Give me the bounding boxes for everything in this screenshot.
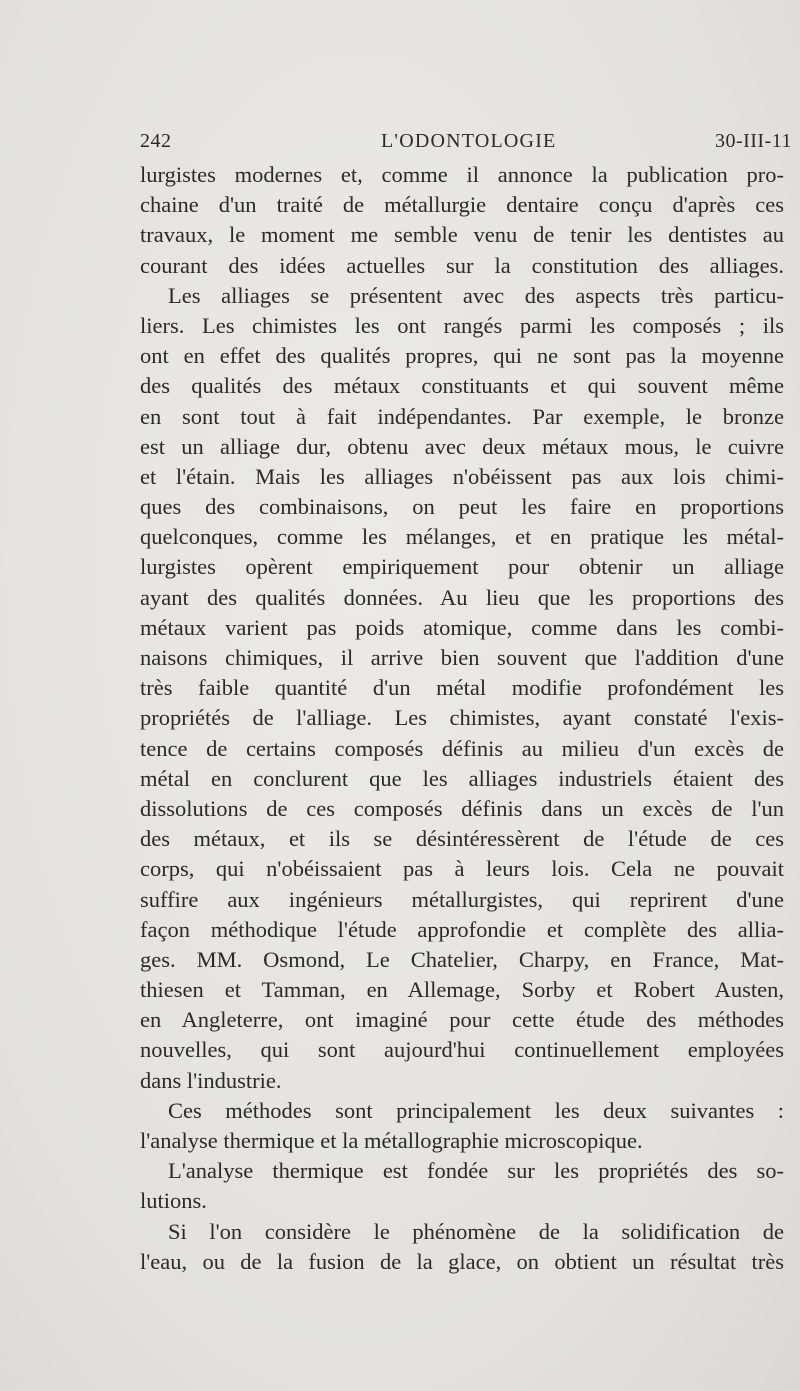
journal-title: L'ODONTOLOGIE xyxy=(381,130,557,152)
text-line: des qualités des métaux constituants et qui souvent même xyxy=(140,373,784,399)
text-line: en sont tout à fait indépendantes. Par exemple, le bronze xyxy=(140,403,784,429)
text-line: des métaux, et ils se désintéressèrent de l'étude de ces xyxy=(140,826,784,852)
text-line: quelconques, comme les mélanges, et en pratique les métal- xyxy=(140,524,784,550)
text-line: l'eau, ou de la fusion de la glace, on obtient un résultat très xyxy=(140,1248,784,1274)
text-line: tence de certains composés définis au milieu d'un excès de xyxy=(140,735,784,761)
text-line: ques des combinaisons, on peut les faire en proportions xyxy=(140,494,784,520)
text-line: corps, qui n'obéissaient pas à leurs lois. Cela ne pouvait xyxy=(140,856,784,882)
text-line: lurgistes modernes et, comme il annonce la publication pro- xyxy=(140,162,784,187)
text-line: et l'étain. Mais les alliages n'obéissent pas aux lois chimi- xyxy=(140,463,784,489)
text-line: thiesen et Tamman, en Allemage, Sorby et Robert Austen, xyxy=(140,977,784,1003)
text-line: lurgistes opèrent empiriquement pour obtenir un alliage xyxy=(140,554,784,580)
text-line: ayant des qualités données. Au lieu que les proportions des xyxy=(140,584,784,610)
text-line: l'analyse thermique et la métallographie microscopique. xyxy=(140,1128,643,1153)
text-line: naisons chimiques, il arrive bien souvent que l'addition d'une xyxy=(140,645,784,670)
text-line: métaux varient pas poids atomique, comme dans les combi- xyxy=(140,614,784,640)
text-line: dans l'industrie. xyxy=(140,1067,282,1093)
text-line: métal en conclurent que les alliages industriels étaient des xyxy=(140,765,784,791)
text-line: L'analyse thermique est fondée sur les propriétés des so- xyxy=(168,1158,784,1184)
text-line: façon méthodique l'étude approfondie et complète des allia- xyxy=(140,916,784,942)
body-text xyxy=(140,160,784,1277)
text-line: en Angleterre, ont imaginé pour cette étude des méthodes xyxy=(140,1007,784,1033)
text-line: lutions. xyxy=(140,1188,207,1214)
running-header xyxy=(140,130,792,156)
text-line: chaine d'un traité de métallurgie dentaire conçu d'après ces xyxy=(140,192,784,218)
issue-date: 30-III-11 xyxy=(714,130,792,152)
page-number: 242 xyxy=(140,130,172,152)
text-line: nouvelles, qui sont aujourd'hui continuellement employées xyxy=(140,1037,784,1063)
text-line: très faible quantité d'un métal modifie profondément les xyxy=(140,675,784,701)
text-line: suffire aux ingénieurs métallurgistes, qui reprirent d'une xyxy=(140,886,784,912)
text-line: Si l'on considère le phénomène de la solidification de xyxy=(168,1218,784,1244)
text-line: courant des idées actuelles sur la constitution des alliages. xyxy=(140,252,784,278)
text-line: propriétés de l'alliage. Les chimistes, ayant constaté l'exis- xyxy=(140,705,784,731)
text-line: Ces méthodes sont principalement les deux suivantes : xyxy=(168,1097,784,1123)
text-line: est un alliage dur, obtenu avec deux métaux mous, le cuivre xyxy=(140,433,784,459)
text-line: ont en effet des qualités propres, qui ne sont pas la moyenne xyxy=(140,343,784,369)
text-line: Les alliages se présentent avec des aspects très particu- xyxy=(168,282,784,308)
text-line: travaux, le moment me semble venu de tenir les dentistes au xyxy=(140,222,784,248)
text-line: liers. Les chimistes les ont rangés parmi les composés ; ils xyxy=(140,312,784,338)
text-line: dissolutions de ces composés définis dans un excès de l'un xyxy=(140,795,784,821)
text-line: ges. MM. Osmond, Le Chatelier, Charpy, en France, Mat- xyxy=(140,946,784,972)
